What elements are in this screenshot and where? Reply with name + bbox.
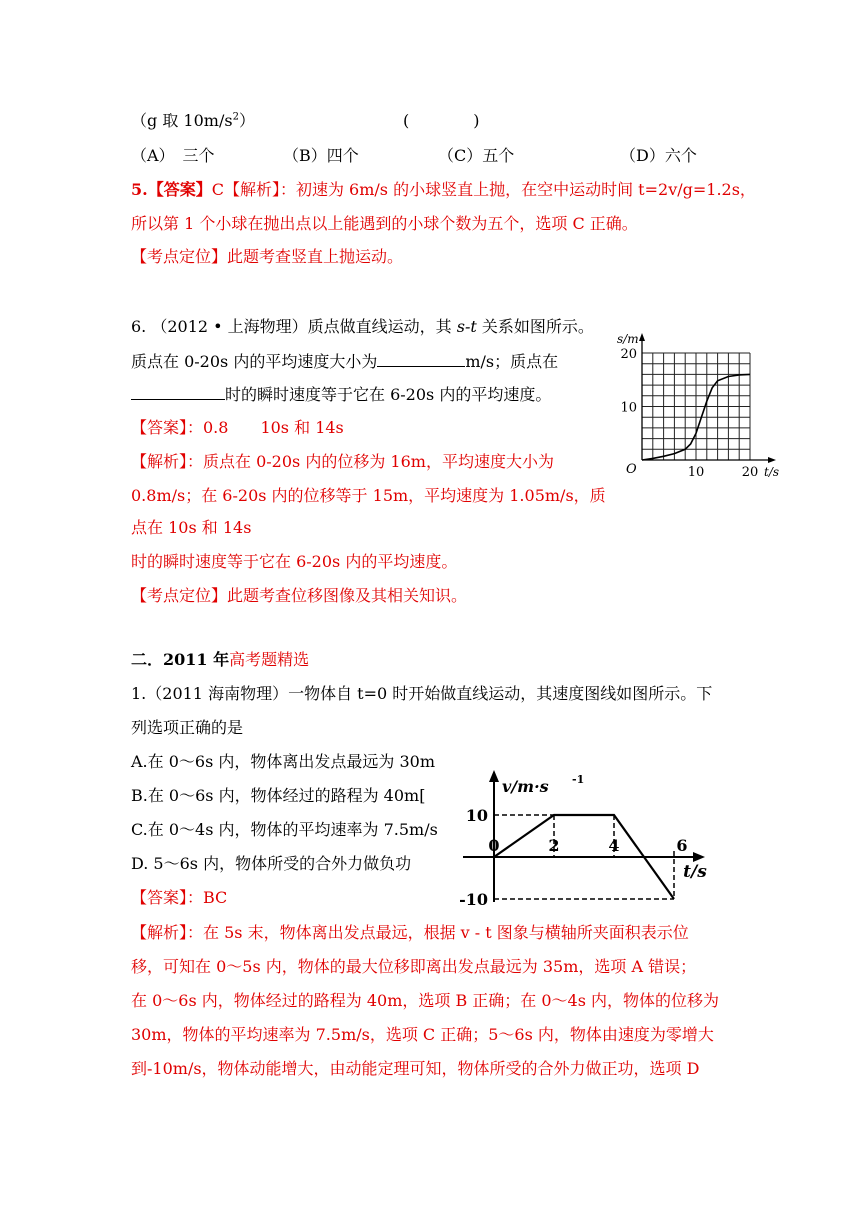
q1-line2: 列选项正确的是	[131, 718, 244, 737]
q6-line2	[131, 351, 558, 372]
x-tick-label: 10	[687, 465, 705, 478]
q1-line1: 1.（2011 海南物理）一物体自 t=0 时开始做直线运动，其速度图线如图所示。下	[131, 684, 713, 703]
q6-line2-pre: 质点在 0-20s 内的平均速度大小为	[131, 352, 378, 371]
q6-line1	[131, 317, 594, 337]
q6-explanation-4: 时的瞬时速度等于它在 6-20s 内的平均速度。	[131, 552, 458, 571]
q1-option-d: D. 5～6s 内，物体所受的合外力做负功	[131, 854, 412, 873]
q5-answer-text: C【解析】：初速为 6m/s 的小球竖直上抛，在空中运动时间 t=2v/g=1.2s，	[211, 180, 756, 199]
g-note-line	[131, 111, 255, 131]
x-axis-label: t/s	[683, 862, 707, 882]
x-tick-label: 4	[608, 836, 620, 855]
y-axis-arrow	[639, 333, 645, 341]
q6-knowledge-point: 【考点定位】此题考查位移图像及其相关知识。	[131, 586, 468, 605]
y-tick-label: -10	[459, 890, 488, 909]
q6-line2-post: m/s；质点在	[465, 352, 559, 371]
q1-option-b: B.在 0～6s 内，物体经过的路程为 40m[	[131, 786, 426, 805]
q6-answer: 【答案】：0.8 10s 和 14s	[131, 418, 344, 437]
option-a: （A） 三个	[131, 146, 215, 165]
y-tick-label: 20	[620, 347, 637, 362]
y-tick-label: 10	[465, 806, 488, 825]
x-axis-arrow	[693, 852, 705, 862]
section-title: 高考题精选	[229, 650, 310, 669]
g-note-exponent: 2	[232, 111, 239, 123]
x-tick-label: 6	[676, 836, 688, 855]
q1-explanation-2: 移，可知在 0～5s 内，物体的最大位移即离出发点最远为 35m，选项 A 错误；	[131, 957, 697, 976]
q5-answer-tag: 5.【答案】	[131, 180, 212, 199]
x-tick-label: 20	[741, 465, 759, 478]
x-axis-arrow	[768, 457, 776, 463]
q6-line1-post: 关系如图所示。	[476, 317, 594, 336]
q6-blank-1[interactable]	[377, 351, 465, 367]
q1-explanation-3: 在 0～6s 内，物体经过的路程为 40m，选项 B 正确；在 0～4s 内，物体的位移为	[131, 991, 720, 1010]
q1-option-a: A.在 0～6s 内，物体离出发点最远为 30m	[131, 752, 436, 771]
section-number: 二．2011 年	[131, 650, 230, 669]
q5-answer-line1	[131, 180, 756, 200]
q1-explanation-4: 30m，物体的平均速率为 7.5m/s，选项 C 正确；5～6s 内，物体由速度为零增大	[131, 1025, 714, 1044]
q6-blank-2[interactable]	[131, 384, 225, 400]
vt-graph	[455, 762, 720, 912]
x-tick-label: 0	[488, 836, 500, 855]
q5-answer-line2: 所以第 1 个小球在抛出点以上能遇到的小球个数为五个，选项 C 正确。	[131, 214, 638, 233]
g-note-close: ）	[238, 111, 255, 130]
origin-label: O	[626, 462, 637, 477]
y-axis-label: v/m·s	[502, 777, 549, 796]
q6-st-symbol: s-t	[456, 317, 477, 336]
q6-line3-post: 时的瞬时速度等于它在 6-20s 内的平均速度。	[225, 385, 552, 404]
option-c: （C）五个	[438, 146, 515, 165]
y-axis-label: s/m	[617, 332, 639, 346]
q1-explanation-1: 【解析】：在 5s 末，物体离出发点最远，根据 v - t 图象与横轴所夹面积表示位	[131, 923, 689, 942]
x-axis-label: t/s	[764, 465, 780, 478]
x-tick-label: 2	[548, 836, 560, 855]
q6-line3	[131, 384, 551, 405]
option-d: （D）六个	[620, 146, 697, 165]
q6-explanation-2: 0.8m/s；在 6-20s 内的位移等于 15m，平均速度为 1.05m/s，质	[131, 486, 606, 505]
y-axis-label-exponent: -1	[572, 773, 585, 786]
q1-answer: 【答案】：BC	[131, 888, 228, 907]
q1-explanation-5: 到-10m/s，物体动能增大，由动能定理可知，物体所受的合外力做正功，选项 D	[131, 1059, 700, 1078]
q5-knowledge-point: 【考点定位】此题考查竖直上抛运动。	[131, 247, 404, 266]
option-b: （B）四个	[283, 146, 359, 165]
section-heading	[131, 650, 309, 670]
q6-explanation-1: 【解析】：质点在 0-20s 内的位移为 16m，平均速度大小为	[131, 452, 554, 471]
y-axis-arrow	[489, 770, 499, 782]
answer-paren: ( )	[403, 111, 480, 130]
y-tick-label: 10	[620, 400, 637, 416]
st-graph	[612, 326, 792, 478]
q6-explanation-3: 点在 10s 和 14s	[131, 518, 252, 537]
g-note: （g 取 10m/s	[131, 111, 233, 130]
q1-option-c: C.在 0～4s 内，物体的平均速率为 7.5m/s	[131, 820, 438, 839]
q6-line1-pre: 6. （2012 • 上海物理）质点做直线运动，其	[131, 317, 457, 336]
